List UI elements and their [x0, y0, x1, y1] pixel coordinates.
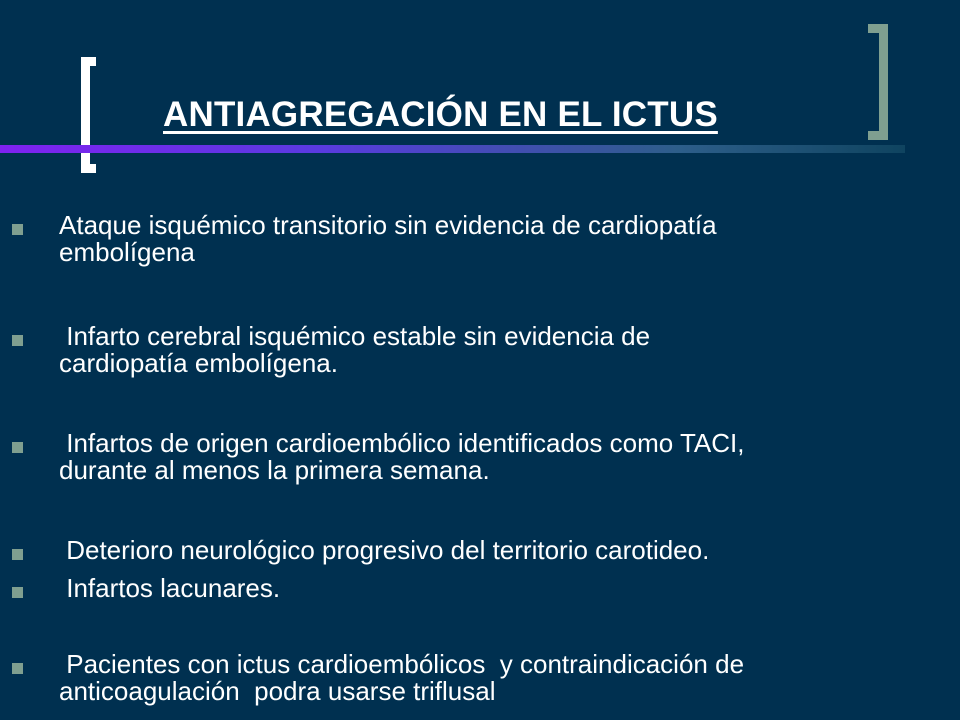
- square-bullet-icon: [12, 587, 23, 598]
- square-bullet-icon: [12, 442, 23, 453]
- list-item-text: Infartos de origen cardioembólico identificados como TACI, durante al menos la primera semana.: [59, 428, 745, 485]
- list-item-text: Pacientes con ictus cardioembólicos y contraindicación de anticoagulación podra usarse triflusal: [59, 649, 745, 706]
- page-title: ANTIAGREGACIÓN EN EL ICTUS: [163, 95, 718, 134]
- list-item-text: Deterioro neurológico progresivo del territorio carotideo.: [59, 535, 710, 565]
- square-bullet-icon: [12, 224, 23, 235]
- list-item-text: Ataque isquémico transitorio sin evidencia de cardiopatía embolígena: [59, 210, 717, 267]
- square-bullet-icon: [12, 335, 23, 346]
- square-bullet-icon: [12, 549, 23, 560]
- square-bullet-icon: [12, 663, 23, 674]
- list-item-text: Infartos lacunares.: [59, 573, 281, 603]
- list-item-text: Infarto cerebral isquémico estable sin evidencia de cardiopatía embolígena.: [59, 321, 651, 378]
